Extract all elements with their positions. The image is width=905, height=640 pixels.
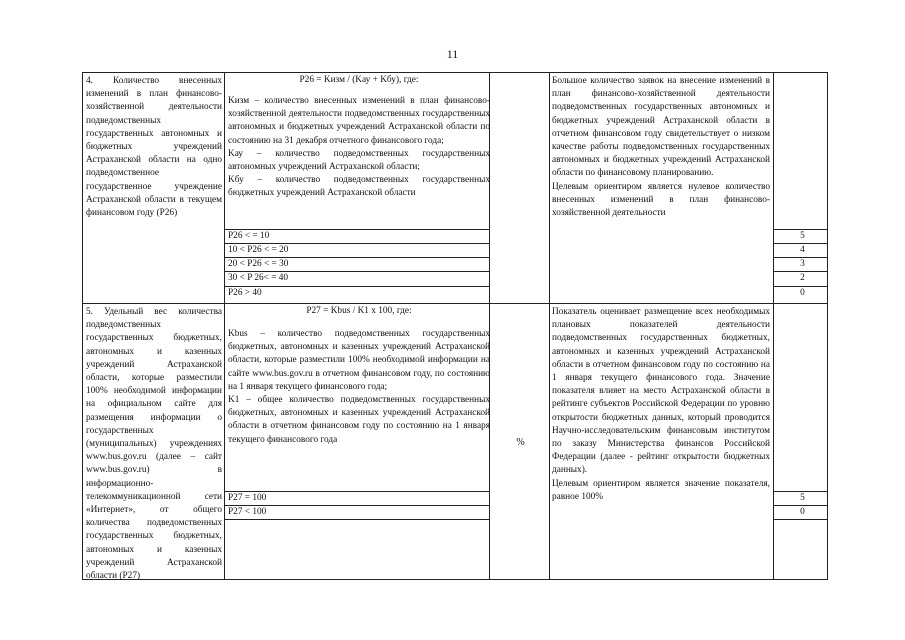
row5-definitions (228, 328, 490, 447)
criterion: P26 > 40 (228, 288, 262, 298)
score: 4 (800, 245, 805, 255)
row5-indicator: 5. Удельный вес количества подведомственных государственных бюджетных, автономных и казенных учреждений Астраханской области, которые разместили 100% необходимой информации на официальном сайте для размещения информации о государственных (муниципальных) учреждениях www.bus.gov.ru (далее – сайт www.bus.gov.ru) в информационно-телекоммуникационной сети «Интернет», от общего количества подведомственных государственных бюджетных, автономных и казенных учреждений Астраханской области (P27) (86, 307, 222, 582)
score: 0 (800, 288, 805, 298)
row4-formula: P26 = Kизм / (Kау + Kбу), где: (299, 75, 419, 85)
row4-comment (552, 75, 770, 220)
criterion: P26 < = 10 (228, 231, 270, 241)
definition: Kбу – количество подведомственных государственных бюджетных учреждений Астраханской области (228, 175, 490, 199)
criteria-line (224, 519, 489, 520)
row5-formula: P27 = Kbus / K1 x 100, где: (306, 306, 412, 316)
criterion: P27 = 100 (228, 493, 267, 503)
column-divider (224, 73, 225, 579)
score: 2 (800, 273, 805, 283)
criterion: 20 < P26 < = 30 (228, 259, 289, 269)
score: 3 (800, 259, 805, 269)
score: 0 (800, 507, 805, 517)
column-divider (549, 73, 550, 579)
score-line (773, 519, 827, 520)
page-number: 11 (446, 47, 459, 61)
comment-paragraph: Показатель оценивает размещение всех необходимых плановых показателей деятельности подведомственных государственных бюджетных, автономных и казенных учреждений Астраханской области в отчетном финансовом году по состоянию на 1 января текущего финансового года. Значение показателя влияет на место Астраханской области в рейтинге субъектов Российской Федерации по уровню открытости бюджетных данных, который проводится Научно-исследовательским финансовым институтом по заказу Министерства финансов Российской Федерации (далее - рейтинг открытости бюджетных данных). (552, 307, 770, 476)
definition: K1 – общее количество подведомственных государственных бюджетных, автономных и казенных учреждений Астраханской области в отчетном финансовом году по состоянию на 1 января текущего финансового года (228, 395, 490, 445)
definition: Kизм – количество внесенных изменений в план финансово-хозяйственной деятельности подведомственных государственных автономных и бюджетных учреждений Астраханской области по состоянию на 31 декабря отчетного финансового года; (228, 96, 490, 146)
criterion: 10 < P26 < = 20 (228, 245, 289, 255)
row5-unit: % (516, 437, 525, 448)
criterion: P27 < 100 (228, 507, 267, 517)
comment-paragraph: Целевым ориентиром является значение показателя, равное 100% (552, 478, 770, 502)
definition: Kау – количество подведомственных государственных автономных учреждений Астраханской области; (228, 148, 490, 173)
score: 5 (800, 231, 805, 241)
definition: Kbus – количество подведомственных государственных бюджетных, автономных и казенных учреждений Астраханской области, которые разместили 100% необходимой информации на сайте www.bus.gov.ru в отчетном финансовом году, по состоянию на 1 января текущего финансового года; (228, 329, 490, 392)
row4-indicator: 4. Количество внесенных изменений в план финансово-хозяйственной деятельности подведомственных государственных автономных и бюджетных учреждений Астраханской области на одно подведомственное государственное учреждение Астраханской области в текущем финансовом году (P26) (86, 76, 222, 219)
row5-comment (552, 306, 770, 504)
score: 5 (800, 493, 805, 503)
column-divider (773, 73, 774, 579)
criterion: 30 < P 26< = 40 (228, 273, 289, 283)
indicators-table (82, 72, 828, 580)
row4-definitions (228, 95, 490, 201)
comment-paragraph: Большое количество заявок на внесение изменений в план финансово-хозяйственной деятельности подведомственных государственных автономных и бюджетных учреждений Астраханской области в отчетном финансовом году свидетельствует о низком качестве работы подведомственных государственных автономных и бюджетных учреждений Астраханской области по финансовому планированию. (552, 76, 770, 179)
row-divider (83, 303, 827, 304)
comment-paragraph: Целевым ориентиром является нулевое количество внесенных изменений в план финансово-хозяйственной деятельности (552, 181, 770, 219)
